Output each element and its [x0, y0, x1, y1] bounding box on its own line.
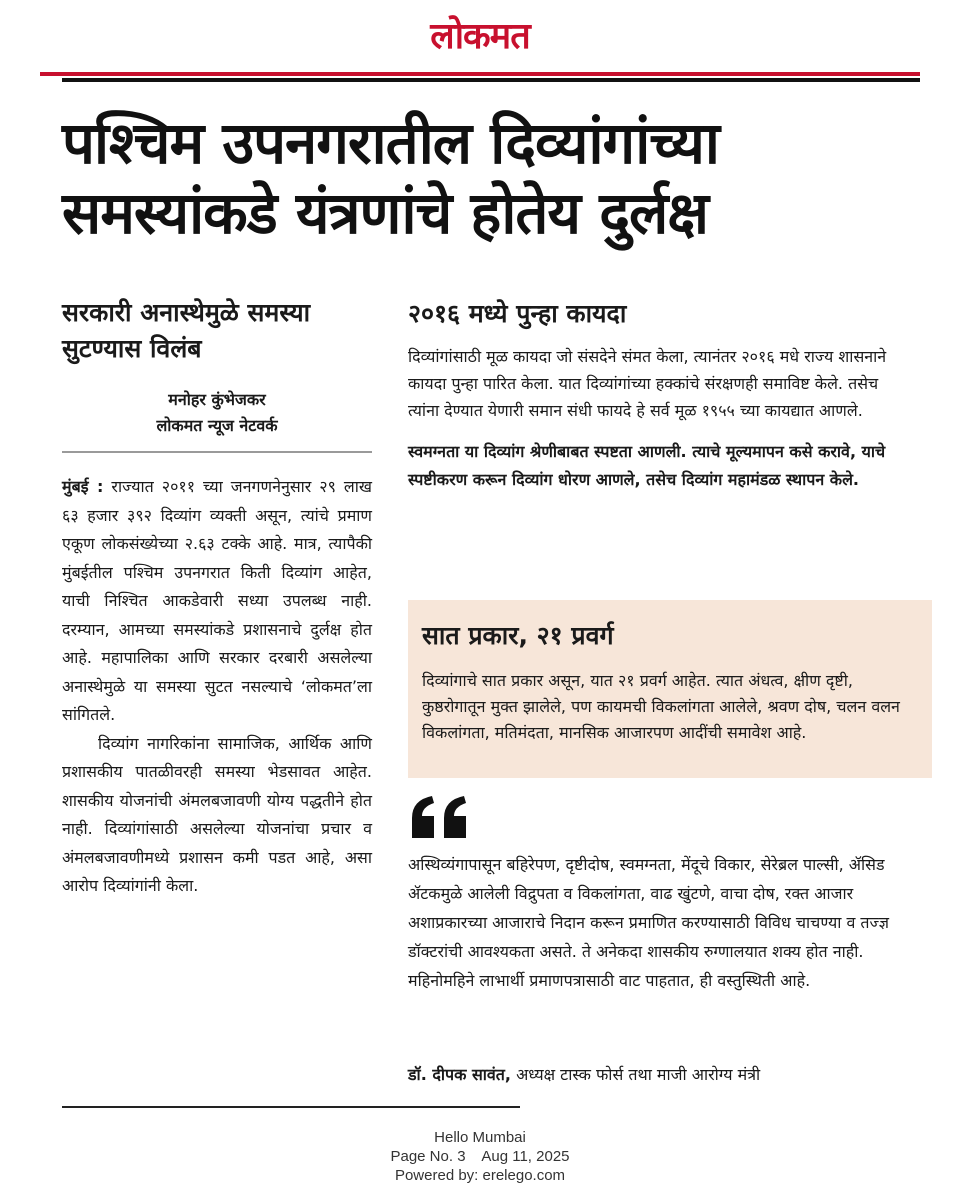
- quote-attribution: [408, 1063, 908, 1087]
- news-agency: लोकमत न्यूज नेटवर्क: [156, 416, 278, 435]
- byline-divider: [62, 451, 372, 453]
- byline: [62, 387, 372, 439]
- article-paragraph-2: दिव्यांग नागरिकांना सामाजिक, आर्थिक आणि प्रशासकीय पातळीवरही समस्या भेडसावत आहेत. शासकीय योजनांची अंमलबजावणी योग्य पद्धतीने होत नाही. दिव्यांगांसाठी असलेल्या योजनांचा प्रचार व अंमलबजावणीमध्ये प्रशासन कमी पडत आहे, असा आरोप दिव्यांगांनी केला.: [62, 733, 372, 895]
- highlight-box: [408, 600, 932, 778]
- page-footer: [0, 1128, 960, 1185]
- footer-page-date: Page No. 3 Aug 11, 2025: [390, 1148, 570, 1165]
- author-name: मनोहर कुंभेजकर: [168, 390, 266, 409]
- attribution-name: डॉ. दीपक सावंत,: [408, 1065, 511, 1084]
- section-bold-text: स्वमग्नता या दिव्यांग श्रेणीबाबत स्पष्टता आणली. त्याचे मूल्यमापन कसे करावे, याचे स्पष्टीकरण करून दिव्यांग धोरण आणले, तसेच दिव्यांग महामंडळ स्थापन केले.: [408, 442, 886, 489]
- subheading: सरकारी अनास्थेमुळे समस्या सुटण्यास विलंब: [62, 298, 311, 363]
- attribution-role: अध्यक्ष टास्क फोर्स तथा माजी आरोग्य मंत्री: [511, 1065, 761, 1084]
- bottom-divider: [62, 1106, 520, 1108]
- footer-powered-by: Powered by: erelego.com: [394, 1167, 566, 1184]
- headline: पश्चिम उपनगरातील दिव्यांगांच्या समस्यांकडे यंत्रणांचे होतेय दुर्लक्ष: [62, 109, 719, 247]
- lokmat-logo: लोकमत: [430, 16, 530, 57]
- quote-icon: [408, 796, 470, 838]
- masthead-black-rule: [62, 78, 920, 82]
- paragraph-1-text: राज्यात २०११ च्या जनगणनेनुसार २९ लाख ६३ हजार ३९२ दिव्यांग व्यक्ती असून, त्यांचे प्रमाण एकूण लोकसंख्येच्या २.६३ टक्के आहे. मात्र, त्यापैकी मुंबईतील पश्चिम उपनगरात किती दिव्यांग आहेत, याची निश्चित आकडेवारी सध्या उपलब्ध नाही. दरम्यान, आमच्या समस्यांकडे प्रशासनाचे दुर्लक्ष होत आहे. महापालिका आणि सरकार दरबारी असलेल्या अनास्थेमुळे या समस्या सुटत नसल्याचे ‘लोकमत’ला सांगितले.: [62, 477, 372, 724]
- section-heading: २०१६ मध्ये पुन्हा कायदा: [408, 299, 627, 328]
- box-text: दिव्यांगाचे सात प्रकार असून, यात २१ प्रवर्ग आहेत. त्यात अंधत्व, क्षीण दृष्टी, कुष्ठरोगातून मुक्त झालेले, पण कायमची विकलांगता आलेले, श्रवण दोष, चलन वलन विकलांगता, मतिमंदता, मानसिक आजारपण आदींची समावेश आहे.: [422, 671, 900, 742]
- left-column: [62, 295, 372, 901]
- masthead: [0, 14, 960, 60]
- section-text: दिव्यांगांसाठी मूळ कायदा जो संसदेने संमत केला, त्यानंतर २०१६ मधे राज्य शासनाने कायदा पुन्हा पारित केला. यात दिव्यांगांच्या हक्कांचे संरक्षणही समाविष्ट केले. तसेच त्यांना देण्यात येणारी समान संधी फायदे हे सर्व मूळ १९५५ च्या कायद्यात आणले.: [408, 347, 887, 420]
- right-column: [408, 297, 908, 494]
- dateline: मुंबई :: [62, 477, 104, 496]
- quote-text: अस्थिव्यंगापासून बहिरेपण, दृष्टीदोष, स्वमग्नता, मेंदूचे विकार, सेरेब्रल पाल्सी, ॲसिड ॲटकमुळे आलेली विद्रुपता व विकलांगता, वाढ खुंटणे, वाचा दोष, रक्त आजार अशाप्रकारच्या आजाराचे निदान करून प्रमाणित करण्यासाठी विविध चाचण्या व तज्ज्ञ डॉक्टरांची आवश्यकता असते. ते अनेकदा शासकीय रुग्णालयात शक्य होत नाही. महिनोमहिने लाभार्थी प्रमाणपत्रासाठी वाट पाहतात, ही वस्तुस्थिती आहे.: [408, 855, 889, 990]
- masthead-red-rule: [40, 72, 920, 76]
- box-heading: सात प्रकार, २१ प्रवर्ग: [422, 621, 614, 650]
- article-paragraph: [62, 473, 372, 730]
- footer-edition: Hello Mumbai: [434, 1129, 526, 1146]
